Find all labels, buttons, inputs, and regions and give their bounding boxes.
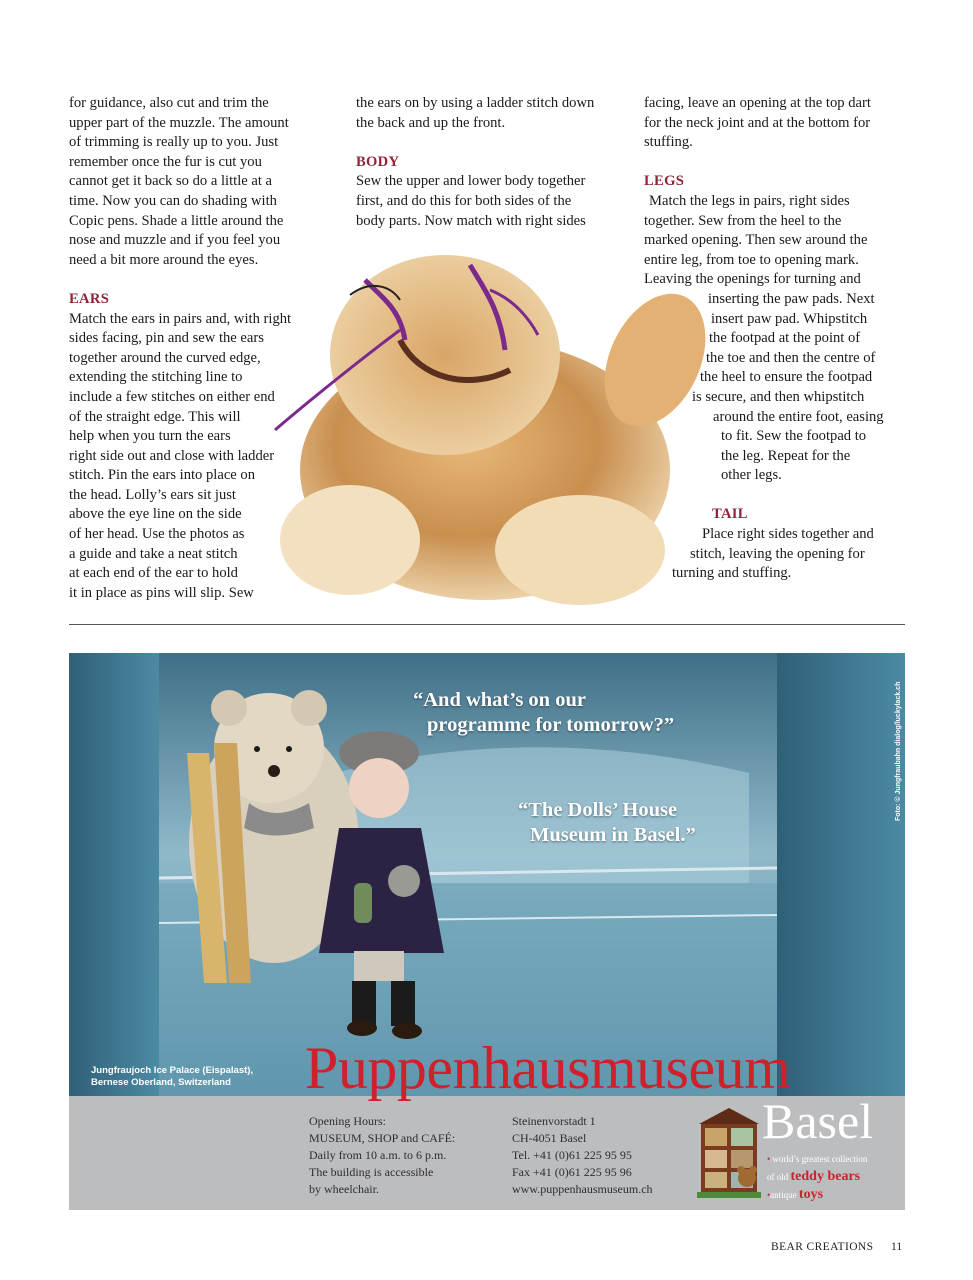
left-intro-text: for guidance, also cut and trim the upper part of the muzzle. The amount of trimming is really up to you. Just remember once the fur is cut you cannot get it back so do a little at a time. Now you can do shading with Copic pens. Shade a little around the nose and muzzle and if you feel you need a bit more around the eyes. xyxy=(69,95,289,268)
museum-advertisement xyxy=(69,653,905,1210)
body-heading: BODY xyxy=(356,153,400,170)
museum-city: Basel xyxy=(762,1093,874,1149)
tail-text: Place right sides together and stitch, leaving the opening for turning and stuffing. xyxy=(672,526,874,582)
ad-quote-answer: “The Dolls’ House Museum in Basel.” xyxy=(518,799,696,846)
body-text: Sew the upper and lower body together first, and do this for both sides of the body parts. Now match with right sides xyxy=(356,173,586,229)
photo-credit: Foto: © Jungfraubahn dialog/luckylack.ch xyxy=(895,681,902,821)
ears-heading: EARS xyxy=(69,290,110,307)
middle-column xyxy=(356,94,626,231)
museum-website[interactable]: www.puppenhausmuseum.ch xyxy=(512,1182,653,1196)
right-column xyxy=(644,94,906,584)
tail-heading: TAIL xyxy=(712,506,748,523)
magazine-name: BEAR CREATIONS xyxy=(771,1241,874,1253)
section-divider xyxy=(69,624,905,625)
right-intro-text: facing, leave an opening at the top dart for the neck joint and at the bottom for stuffing. xyxy=(644,95,871,151)
ears-text: Match the ears in pairs and, with right sides facing, pin and sew the ears together around the curved edge, extending the stitching line to include a few stitches on either end of the straight edge. This will help when you turn the ears right side out and close with ladder stitch. Pin the ears into place on the head. Lolly’s ears sit just above the eye line on the side of her head. Use the photos as a guide and take a neat stitch at each end of the ear to hold it in place as pins will slip. Sew xyxy=(69,310,292,601)
museum-address: Steinenvorstadt 1 CH-4051 Basel Tel. +41 (0)61 225 95 95 Fax +41 (0)61 225 95 96 www.puppenhausmuseum.ch xyxy=(512,1114,653,1196)
museum-slogan: • world’s greatest collection of old teddy bears •antique toys xyxy=(767,1154,868,1202)
dollhouse-logo xyxy=(695,1106,763,1202)
ad-quote-question: “And what’s on our programme for tomorrow?” xyxy=(413,689,675,736)
page-number: 11 xyxy=(891,1241,903,1253)
photo-caption: Jungfraujoch Ice Palace (Eispalast), Bernese Oberland, Switzerland xyxy=(91,1065,254,1088)
legs-heading: LEGS xyxy=(644,173,685,190)
museum-brand-name: Puppenhausmuseum xyxy=(305,1035,791,1101)
opening-hours: Opening Hours: MUSEUM, SHOP and CAFÉ: Daily from 10 a.m. to 6 p.m. The building is accessible by wheelchair. xyxy=(309,1114,456,1196)
middle-intro-text: the ears on by using a ladder stitch down the back and up the front. xyxy=(356,95,595,131)
legs-text: Match the legs in pairs, right sides together. Sew from the heel to the marked opening. Then sew around the entire leg, from toe to opening mark. Leaving the openings for turning and inserting the paw pads. Next insert paw pad. Whipstitch the footpad at the point of the toe and then the centre of the heel to ensure the footpad is secure, and then whipstitch around the entire foot, easing to fit. Sew the footpad to the leg. Repeat for the other legs. xyxy=(644,192,884,484)
